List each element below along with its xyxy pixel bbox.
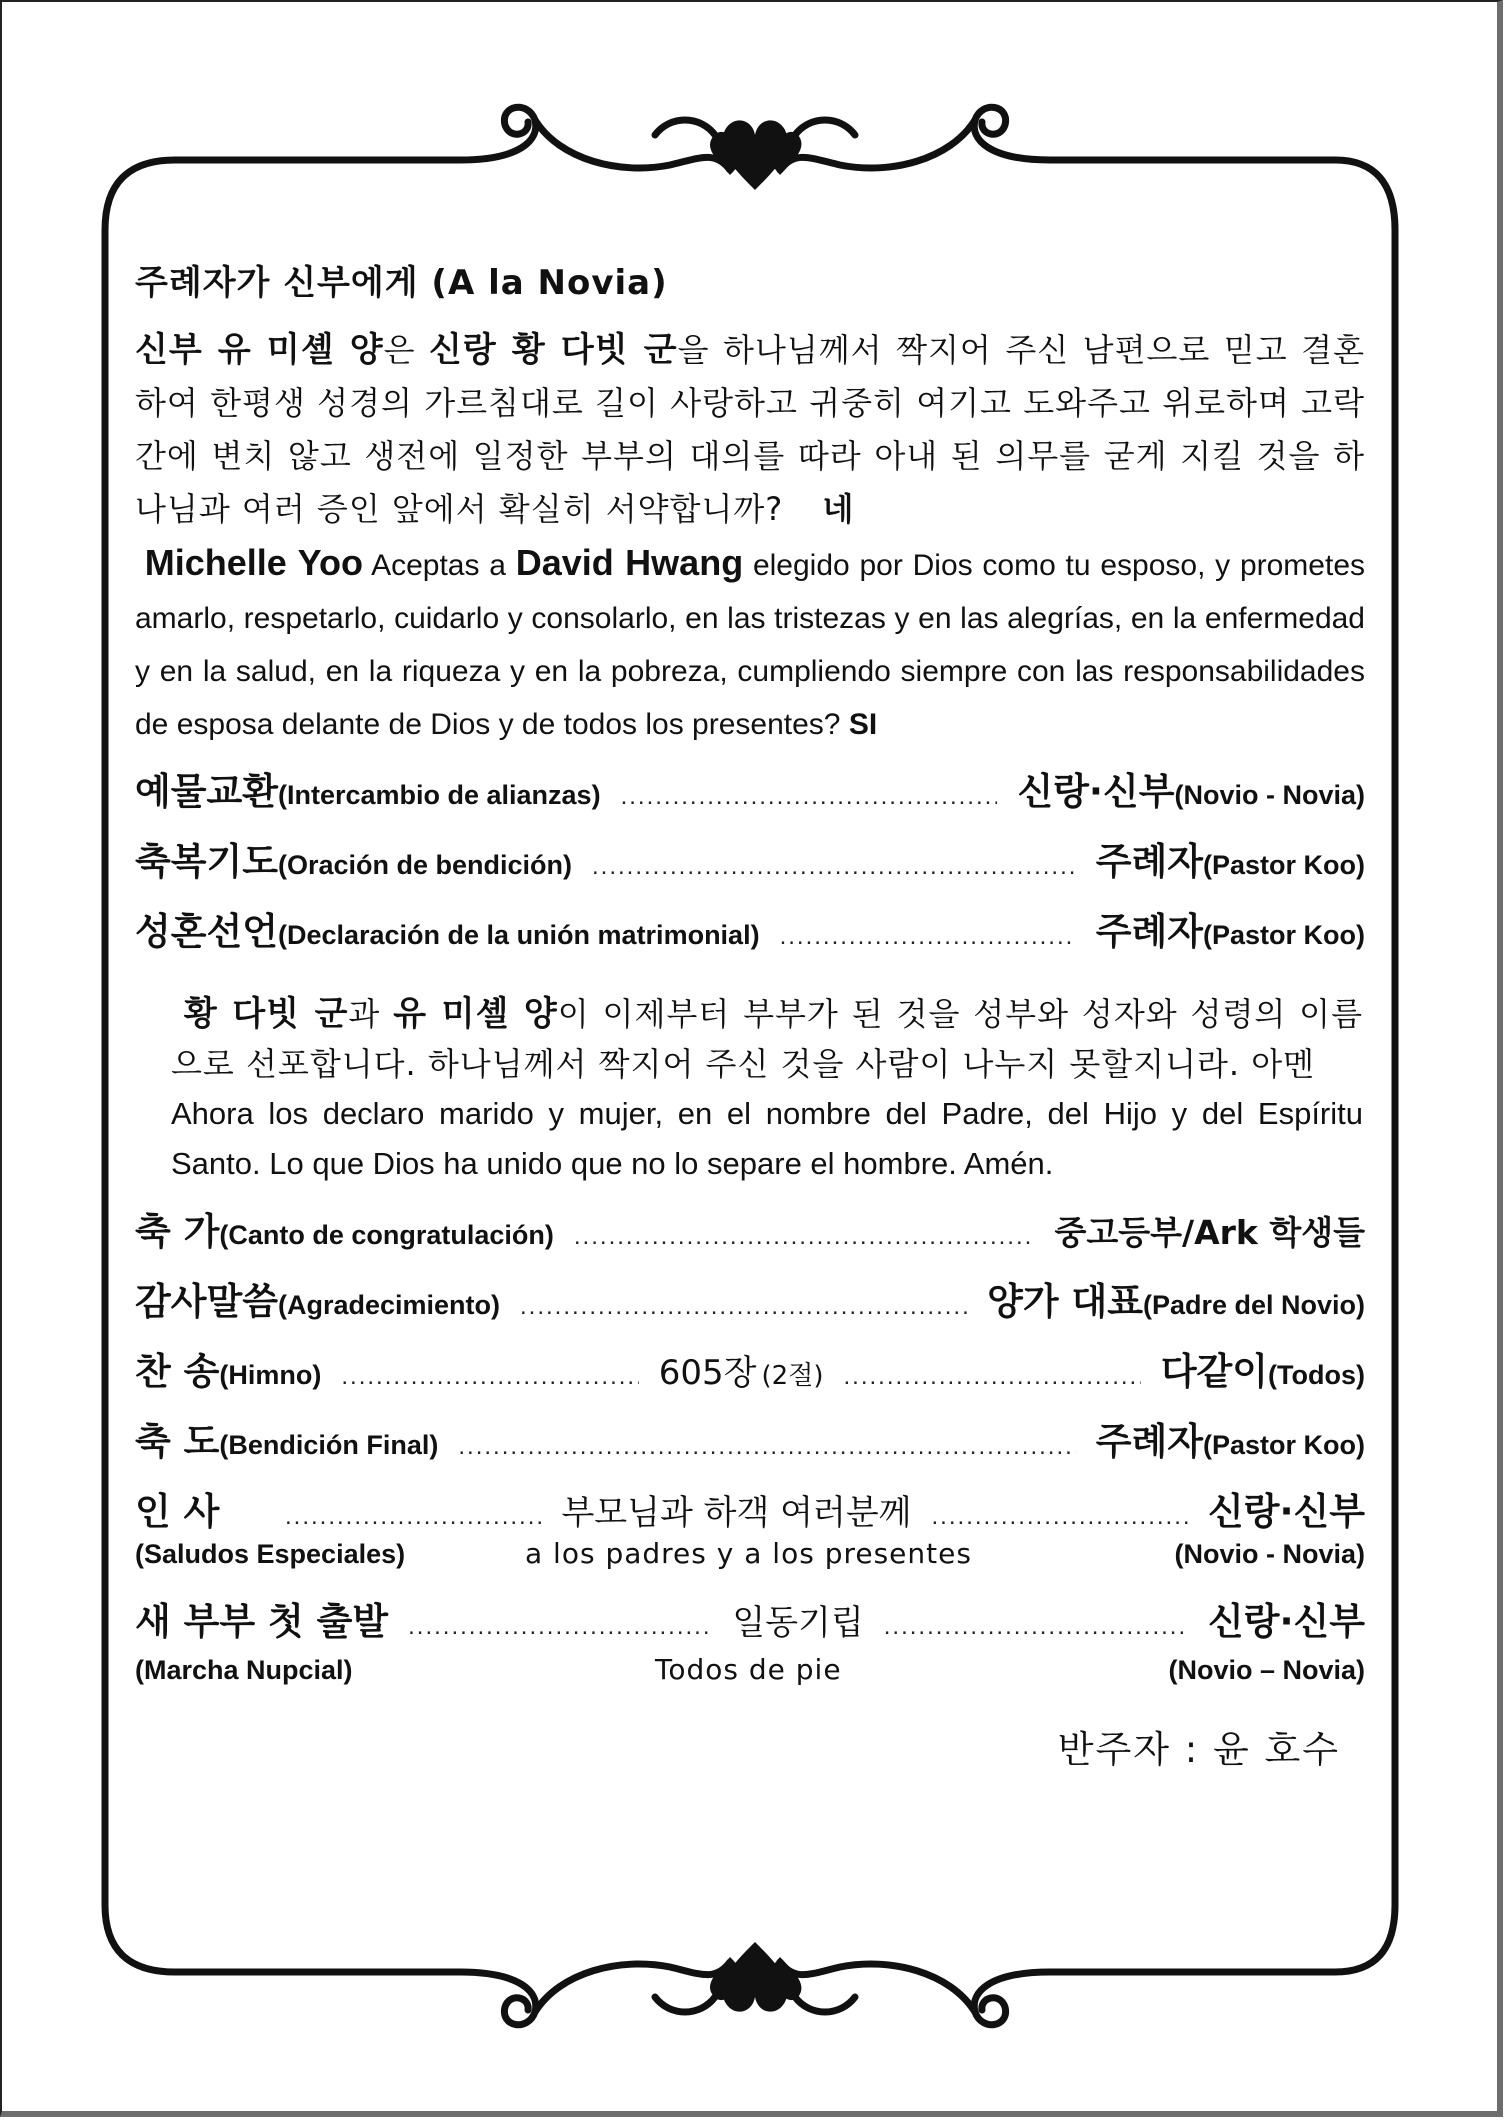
groom-label: 황 다빗 군 — [183, 994, 349, 1034]
item-person-spanish: (Novio - Novia) — [1174, 780, 1365, 810]
item-person-korean: 주례자 — [1095, 840, 1203, 883]
vow-body-spanish: elegido por Dios como tu esposo, y prometes amarlo, respetarlo, cuidarlo y consolarlo, en las tristezas y en las alegrías, en la enfermedad y en la salud, en la riqueza y en la pobreza, cumpliendo siempre con las responsabilidades de esposa delante de Dios y de todos los presentes? — [135, 549, 1365, 741]
program-item-congratulatory-song — [135, 1201, 1365, 1271]
item-label-spanish: (Canto de congratulación) — [219, 1220, 554, 1250]
groom-label: 신랑 황 다빗 군 — [429, 330, 678, 370]
item-label-korean: 감사말씀 — [135, 1280, 278, 1323]
vow-text-1: Aceptas a — [362, 549, 516, 582]
leader-dots — [621, 783, 998, 811]
vow-body-korean: 을 하나님께서 짝지어 주신 남편으로 믿고 결혼하여 한평생 성경의 가르침대로 길이 사랑하고 귀중히 여기고 도와주고 위로하며 고락간에 변치 않고 생전에 일정한 부부의 대의를 따라 아내 된 의무를 굳게 지킬 것을 하나님과 여러 증인 앞에서 확실히 서약합니까? — [135, 331, 1365, 528]
leader-dots — [458, 1433, 1075, 1461]
declaration-spanish: Ahora los declaro marido y mujer, en el nombre del Padre, del Hijo y del Espíritu Santo. Lo que Dios ha unido que no lo separe el hombre. Amén. — [171, 1096, 1363, 1181]
item-person-spanish: (Pastor Koo) — [1203, 850, 1365, 880]
item-person-korean: 주례자 — [1095, 910, 1203, 953]
greeting-middle-spanish: a los padres y a los presentes — [525, 1537, 972, 1570]
leader-dots — [520, 1293, 967, 1321]
program-item-benediction — [135, 1411, 1365, 1481]
item-label-korean: 축 도 — [135, 1420, 220, 1463]
leader-dots — [574, 1223, 1035, 1251]
hymn-verse: (2절) — [761, 1361, 824, 1391]
recessional-middle-spanish: Todos de pie — [655, 1653, 842, 1686]
item-label-korean: 축복기도 — [135, 840, 278, 883]
recessional-subline — [135, 1653, 1365, 1699]
item-label-korean: 새 부부 첫 출발 — [135, 1600, 389, 1643]
program-item-thanks — [135, 1271, 1365, 1341]
program-item-recessional — [135, 1591, 1365, 1653]
item-person-spanish: (Padre del Novio) — [1142, 1290, 1365, 1320]
greeting-spanish: (Saludos Especiales) — [135, 1539, 406, 1569]
item-label-spanish: (Intercambio de alianzas) — [277, 780, 601, 810]
particle: 과 — [348, 995, 394, 1033]
leader-dots — [884, 1613, 1188, 1641]
vow-answer-korean: 네 — [822, 490, 855, 528]
program-item-hymn — [135, 1341, 1365, 1411]
bride-name: Michelle Yoo — [144, 542, 363, 583]
item-label-spanish: (Declaración de la unión matrimonial) — [277, 920, 760, 950]
item-person-spanish: (Todos) — [1268, 1360, 1366, 1390]
item-label-spanish: (Agradecimiento) — [277, 1290, 500, 1320]
item-label-korean: 인 사 — [135, 1490, 220, 1533]
program-item-blessing-prayer — [135, 831, 1365, 901]
declaration-body-korean: 이 이제부터 부부가 된 것을 성부와 성자와 성령의 이름으로 선포합니다. 하나님께서 짝지어 주신 것을 사람이 나누지 못할지니라. 아멘 — [171, 995, 1363, 1083]
leader-dots — [592, 853, 1076, 881]
bride-label: 유 미셸 양 — [393, 994, 558, 1034]
hymn-number: 605장 — [658, 1353, 757, 1393]
greeting-middle-korean: 부모님과 하객 여러분께 — [561, 1493, 912, 1533]
item-label-korean: 찬 송 — [135, 1350, 220, 1393]
leader-dots — [285, 1503, 541, 1531]
recessional-middle-korean: 일동기립 — [732, 1603, 864, 1643]
recessional-person-spanish: (Novio – Novia) — [1168, 1655, 1365, 1685]
marriage-declaration — [171, 989, 1363, 1189]
program-content — [135, 255, 1365, 1773]
greeting-subline — [135, 1537, 1365, 1583]
item-person-korean: 양가 대표 — [987, 1280, 1143, 1323]
item-person-korean: 주례자 — [1095, 1420, 1203, 1463]
item-person-spanish: (Pastor Koo) — [1203, 1430, 1365, 1460]
recessional-spanish: (Marcha Nupcial) — [135, 1655, 353, 1685]
item-person-korean: 중고등부/Ark 학생들 — [1054, 1213, 1365, 1252]
bride-vow-spanish — [135, 536, 1365, 751]
item-person-spanish: (Pastor Koo) — [1203, 920, 1365, 950]
item-person-korean: 다같이 — [1160, 1350, 1269, 1393]
leader-dots — [780, 923, 1076, 951]
item-person-korean: 신랑·신부 — [1017, 770, 1175, 813]
bride-vow-korean — [135, 324, 1365, 536]
program-item-ring-exchange — [135, 761, 1365, 831]
leader-dots — [932, 1503, 1188, 1531]
item-person-korean: 신랑·신부 — [1207, 1490, 1365, 1533]
greeting-person-spanish: (Novio - Novia) — [1174, 1539, 1365, 1569]
item-label-spanish: (Bendición Final) — [219, 1430, 439, 1460]
item-label-spanish: (Himno) — [219, 1360, 322, 1390]
item-person-korean: 신랑·신부 — [1207, 1600, 1365, 1643]
bride-label: 신부 유 미셸 양 — [135, 330, 384, 370]
section-title: 주례자가 신부에게 (A la Novia) — [135, 263, 668, 303]
item-label-spanish: (Oración de bendición) — [277, 850, 572, 880]
item-label-korean: 성혼선언 — [135, 910, 278, 953]
declaration-korean — [171, 989, 1363, 1089]
groom-name: David Hwang — [515, 542, 744, 583]
accompanist: 반주자 : 윤 호수 — [1057, 1728, 1340, 1771]
program-item-greeting — [135, 1481, 1365, 1537]
leader-dots — [843, 1363, 1140, 1391]
item-label-korean: 예물교환 — [135, 770, 278, 813]
leader-dots — [408, 1613, 712, 1641]
vow-answer-spanish: SI — [848, 708, 878, 741]
particle: 은 — [383, 331, 430, 369]
leader-dots — [341, 1363, 638, 1391]
item-label-korean: 축 가 — [135, 1210, 220, 1253]
program-item-declaration — [135, 901, 1365, 971]
